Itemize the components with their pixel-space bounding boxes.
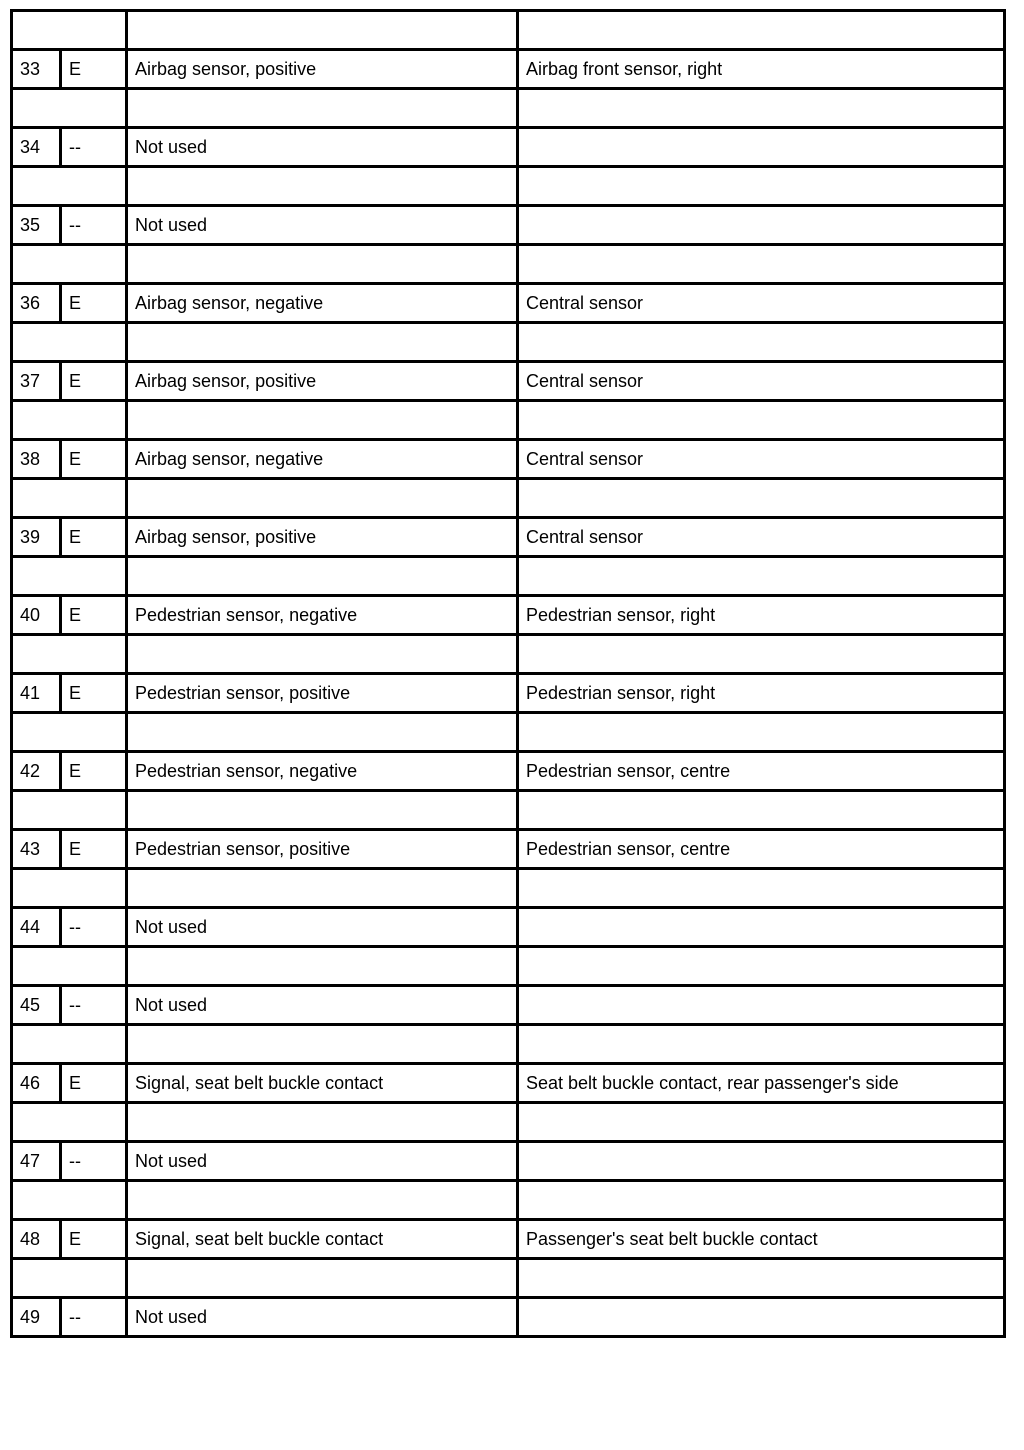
pin-row [12, 596, 1005, 635]
pin-number: 46 [12, 1064, 61, 1103]
spacer-cell [518, 1025, 1005, 1064]
spacer-row [12, 479, 1005, 518]
spacer-cell [518, 1103, 1005, 1142]
pin-number: 36 [12, 284, 61, 323]
pin-number: 37 [12, 362, 61, 401]
pin-description: Airbag sensor, negative [127, 284, 518, 323]
pin-component: Seat belt buckle contact, rear passenger's side [518, 1064, 1005, 1103]
spacer-cell [12, 791, 127, 830]
pin-description: Pedestrian sensor, negative [127, 752, 518, 791]
spacer-cell [518, 635, 1005, 674]
pin-component: Pedestrian sensor, centre [518, 830, 1005, 869]
pin-description: Airbag sensor, positive [127, 518, 518, 557]
spacer-cell [12, 947, 127, 986]
spacer-cell [127, 869, 518, 908]
pin-row [12, 752, 1005, 791]
spacer-cell [12, 401, 127, 440]
spacer-row [12, 557, 1005, 596]
pin-row [12, 1142, 1005, 1181]
spacer-cell [12, 1103, 127, 1142]
pin-number: 42 [12, 752, 61, 791]
pin-description: Not used [127, 1142, 518, 1181]
spacer-cell [12, 713, 127, 752]
spacer-cell [12, 167, 127, 206]
spacer-row [12, 635, 1005, 674]
spacer-cell [12, 557, 127, 596]
pin-description: Airbag sensor, positive [127, 362, 518, 401]
spacer-cell [127, 167, 518, 206]
pin-type: -- [61, 1298, 127, 1337]
pin-row [12, 206, 1005, 245]
spacer-row [12, 1025, 1005, 1064]
pin-component [518, 986, 1005, 1025]
spacer-cell [12, 479, 127, 518]
pin-type: E [61, 518, 127, 557]
spacer-cell [518, 479, 1005, 518]
spacer-cell [127, 635, 518, 674]
spacer-row [12, 713, 1005, 752]
spacer-row [12, 323, 1005, 362]
spacer-row [12, 947, 1005, 986]
spacer-cell [127, 245, 518, 284]
pin-row [12, 986, 1005, 1025]
spacer-cell [518, 557, 1005, 596]
spacer-cell [127, 479, 518, 518]
pin-row [12, 284, 1005, 323]
pin-number: 47 [12, 1142, 61, 1181]
pin-component [518, 206, 1005, 245]
pin-type: E [61, 440, 127, 479]
spacer-cell [518, 947, 1005, 986]
spacer-cell [12, 11, 127, 50]
pin-component [518, 908, 1005, 947]
spacer-row [12, 791, 1005, 830]
spacer-cell [12, 1025, 127, 1064]
pin-row [12, 1298, 1005, 1337]
pin-row [12, 908, 1005, 947]
pin-type: E [61, 830, 127, 869]
pin-description: Pedestrian sensor, positive [127, 830, 518, 869]
spacer-cell [12, 89, 127, 128]
pin-table-body [12, 11, 1005, 1337]
spacer-cell [127, 713, 518, 752]
pin-component: Central sensor [518, 440, 1005, 479]
spacer-cell [12, 635, 127, 674]
spacer-cell [127, 1181, 518, 1220]
spacer-cell [127, 11, 518, 50]
spacer-cell [518, 791, 1005, 830]
spacer-cell [518, 869, 1005, 908]
spacer-cell [127, 1259, 518, 1298]
pin-description: Pedestrian sensor, positive [127, 674, 518, 713]
pin-type: E [61, 50, 127, 89]
spacer-cell [12, 869, 127, 908]
spacer-cell [12, 1181, 127, 1220]
pin-description: Signal, seat belt buckle contact [127, 1064, 518, 1103]
pin-description: Not used [127, 128, 518, 167]
pin-row [12, 128, 1005, 167]
spacer-cell [518, 1181, 1005, 1220]
pin-type: -- [61, 206, 127, 245]
pin-description: Pedestrian sensor, negative [127, 596, 518, 635]
spacer-row [12, 1181, 1005, 1220]
pin-component: Pedestrian sensor, right [518, 596, 1005, 635]
pin-component: Central sensor [518, 284, 1005, 323]
pin-type: E [61, 674, 127, 713]
spacer-cell [12, 245, 127, 284]
pin-type: -- [61, 908, 127, 947]
pin-row [12, 830, 1005, 869]
spacer-cell [518, 167, 1005, 206]
pin-component [518, 1142, 1005, 1181]
pin-row [12, 674, 1005, 713]
spacer-cell [127, 557, 518, 596]
pin-row [12, 1064, 1005, 1103]
spacer-cell [12, 323, 127, 362]
spacer-row [12, 1103, 1005, 1142]
pin-number: 48 [12, 1220, 61, 1259]
pin-row [12, 362, 1005, 401]
pin-description: Not used [127, 1298, 518, 1337]
pin-type: -- [61, 128, 127, 167]
pin-number: 44 [12, 908, 61, 947]
pin-number: 43 [12, 830, 61, 869]
pin-component: Pedestrian sensor, centre [518, 752, 1005, 791]
pin-description: Airbag sensor, negative [127, 440, 518, 479]
spacer-cell [518, 89, 1005, 128]
pin-number: 33 [12, 50, 61, 89]
spacer-cell [518, 401, 1005, 440]
spacer-cell [127, 401, 518, 440]
spacer-row [12, 11, 1005, 50]
pin-type: E [61, 596, 127, 635]
spacer-cell [127, 89, 518, 128]
pin-type: E [61, 1064, 127, 1103]
pin-component: Central sensor [518, 362, 1005, 401]
spacer-row [12, 401, 1005, 440]
pin-type: -- [61, 1142, 127, 1181]
pin-component [518, 1298, 1005, 1337]
pin-description: Airbag sensor, positive [127, 50, 518, 89]
spacer-cell [127, 947, 518, 986]
spacer-cell [518, 1259, 1005, 1298]
pin-row [12, 518, 1005, 557]
spacer-cell [518, 245, 1005, 284]
pin-component [518, 128, 1005, 167]
pin-component: Passenger's seat belt buckle contact [518, 1220, 1005, 1259]
pin-type: E [61, 284, 127, 323]
pin-number: 49 [12, 1298, 61, 1337]
pin-description: Not used [127, 908, 518, 947]
spacer-cell [127, 791, 518, 830]
pin-number: 41 [12, 674, 61, 713]
spacer-row [12, 1259, 1005, 1298]
pin-number: 45 [12, 986, 61, 1025]
pin-description: Not used [127, 986, 518, 1025]
spacer-cell [12, 1259, 127, 1298]
pin-component: Airbag front sensor, right [518, 50, 1005, 89]
spacer-cell [127, 323, 518, 362]
pin-number: 34 [12, 128, 61, 167]
pin-type: E [61, 362, 127, 401]
pin-description: Signal, seat belt buckle contact [127, 1220, 518, 1259]
pin-type: E [61, 1220, 127, 1259]
pin-number: 40 [12, 596, 61, 635]
pin-description: Not used [127, 206, 518, 245]
pin-row [12, 440, 1005, 479]
spacer-row [12, 167, 1005, 206]
pin-row [12, 1220, 1005, 1259]
spacer-row [12, 89, 1005, 128]
spacer-cell [518, 323, 1005, 362]
spacer-row [12, 869, 1005, 908]
pin-number: 35 [12, 206, 61, 245]
pin-number: 38 [12, 440, 61, 479]
pin-type: E [61, 752, 127, 791]
pin-component: Pedestrian sensor, right [518, 674, 1005, 713]
pin-type: -- [61, 986, 127, 1025]
connector-pin-table [10, 9, 1006, 1338]
pin-row [12, 50, 1005, 89]
pin-component: Central sensor [518, 518, 1005, 557]
spacer-cell [127, 1025, 518, 1064]
pin-number: 39 [12, 518, 61, 557]
spacer-cell [518, 11, 1005, 50]
spacer-row [12, 245, 1005, 284]
spacer-cell [518, 713, 1005, 752]
spacer-cell [127, 1103, 518, 1142]
